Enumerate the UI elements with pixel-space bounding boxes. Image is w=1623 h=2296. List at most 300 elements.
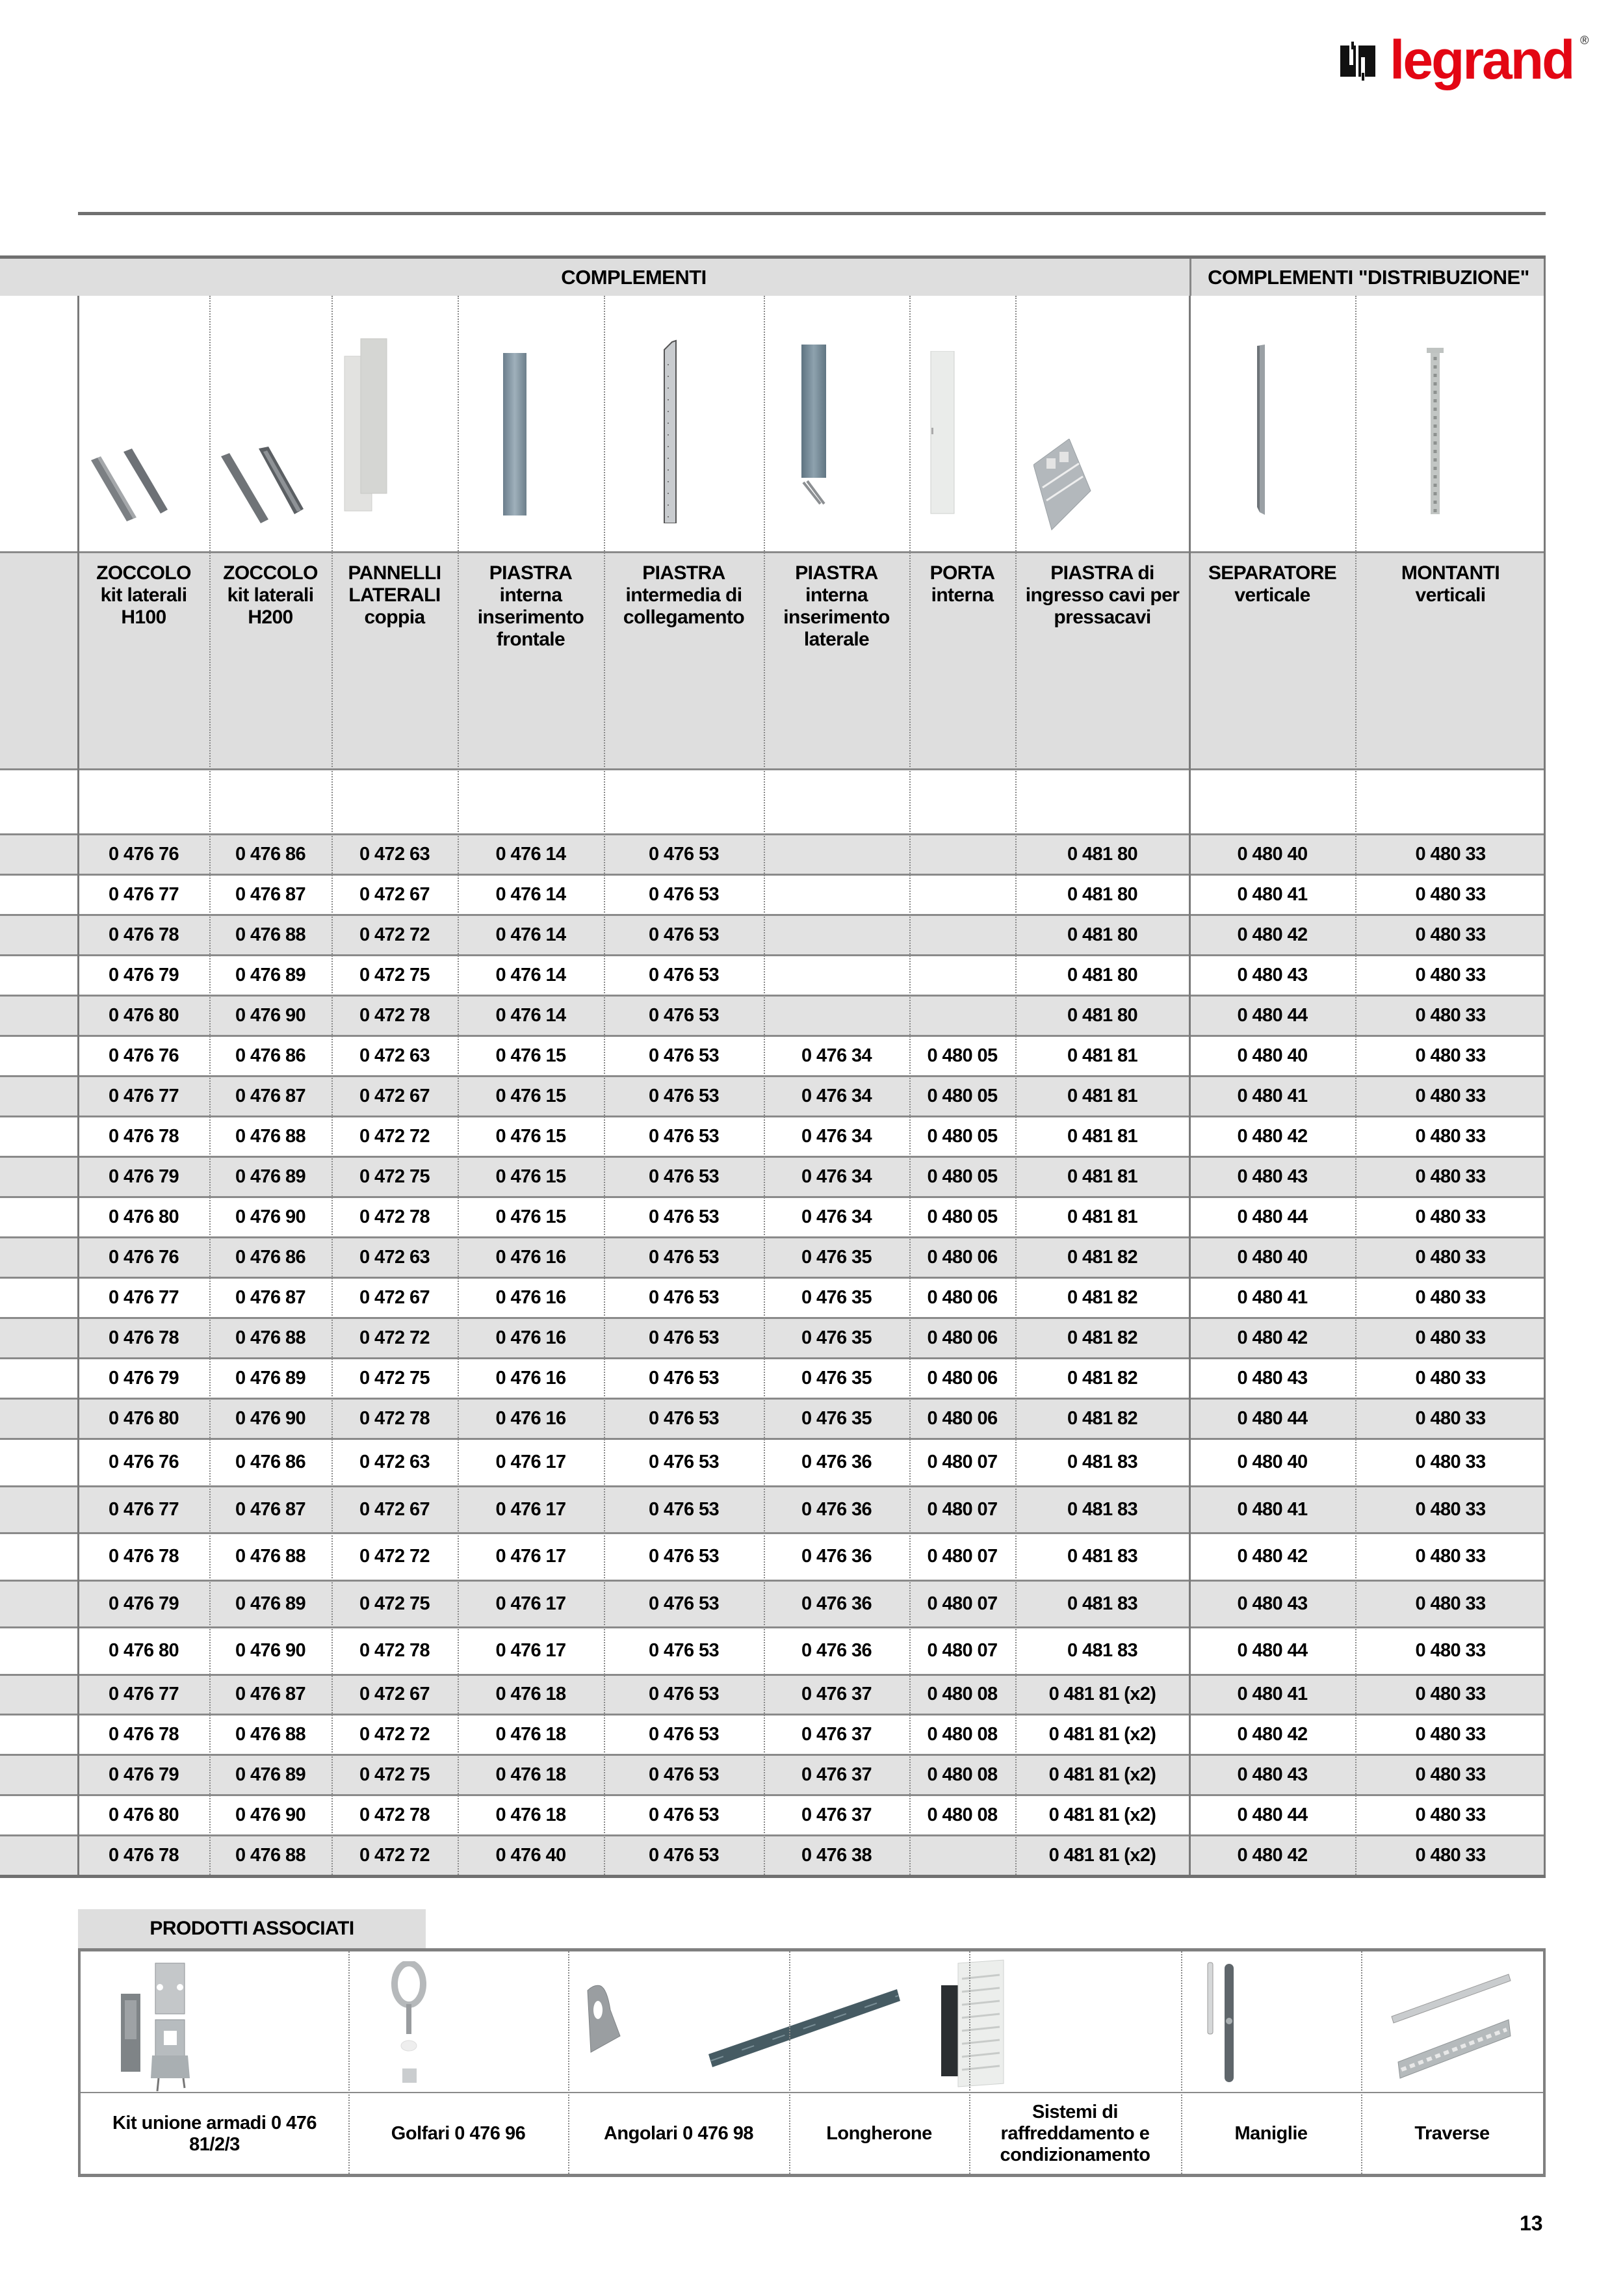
table-cell: 0 480 33: [1415, 1086, 1486, 1106]
table-cell: 0 480 33: [1415, 1247, 1486, 1268]
table-cell: 0 476 80: [108, 1408, 179, 1429]
table-cell: 0 476 17: [495, 1640, 566, 1662]
table-cell: 0 476 53: [648, 1005, 720, 1026]
table-row: [0, 1277, 1546, 1317]
column-divider-dotted: [209, 296, 211, 1875]
column-header-title: PIASTRA di: [1050, 562, 1154, 584]
table-cell: 0 481 82: [1067, 1247, 1138, 1268]
column-divider-dotted: [458, 296, 459, 1875]
table-cell: 0 472 67: [359, 1086, 430, 1106]
table-cell: 0 476 16: [495, 1247, 566, 1268]
table-cell: 0 480 44: [1237, 1005, 1308, 1026]
table-cell: 0 480 42: [1237, 1327, 1308, 1348]
table-cell: 0 476 53: [648, 1684, 720, 1704]
table-cell: 0 476 34: [801, 1045, 872, 1066]
zoccolo-h100-icon: [88, 449, 198, 527]
table-cell: 0 476 18: [495, 1723, 566, 1745]
table-cell: 0 476 53: [648, 1086, 720, 1106]
table-cell: 0 480 06: [927, 1368, 998, 1389]
table-cell: 0 480 41: [1237, 884, 1308, 905]
associated-item-label: Kit unione armadi 0 476 81/2/3: [112, 2112, 317, 2155]
table-cell: 0 480 41: [1237, 1684, 1308, 1704]
table-cell: 0 476 78: [108, 1126, 179, 1147]
connecting-plate-icon: [660, 338, 680, 523]
table-cell: 0 476 89: [235, 1593, 306, 1614]
table-cell: 0 476 86: [235, 1452, 306, 1473]
table-cell: 0 476 14: [495, 1005, 566, 1026]
table-cell: [909, 956, 1015, 995]
associated-item-label: Traverse: [1414, 2123, 1490, 2144]
header-rule: [78, 212, 1546, 215]
table-cell: 0 476 53: [648, 1640, 720, 1662]
column-header-subtitle: interna: [931, 584, 994, 606]
table-cell: 0 481 81 (x2): [1048, 1684, 1156, 1704]
table-cell: 0 476 15: [495, 1045, 566, 1066]
table-cell: 0 472 75: [359, 1368, 430, 1389]
table-cell: 0 476 18: [495, 1804, 566, 1825]
table-cell: 0 476 80: [108, 1207, 179, 1227]
table-cell: 0 476 35: [801, 1408, 872, 1429]
table-cell: [909, 876, 1015, 914]
table-cell: 0 481 81: [1067, 1126, 1138, 1147]
column-header-subtitle: verticali: [1415, 584, 1486, 606]
table-cell: 0 476 53: [648, 1045, 720, 1066]
table-cell: 0 476 36: [801, 1593, 872, 1614]
table-cell: 0 480 42: [1237, 924, 1308, 945]
table-cell: [909, 997, 1015, 1035]
column-header-row: [0, 551, 1546, 770]
table-row: [0, 1317, 1546, 1357]
group-header-row: [0, 259, 1546, 296]
table-cell: 0 476 53: [648, 924, 720, 945]
table-cell: 0 476 53: [648, 1804, 720, 1825]
table-cell: 0 480 43: [1237, 1764, 1308, 1785]
table-row: [0, 1532, 1546, 1580]
table-cell: 0 476 78: [108, 924, 179, 945]
table-cell: 0 480 42: [1237, 1546, 1308, 1567]
table-cell: 0 480 33: [1415, 1723, 1486, 1745]
associated-products-tab: PRODOTTI ASSOCIATI: [78, 1909, 426, 1948]
table-cell: 0 476 15: [495, 1207, 566, 1227]
table-row: [0, 914, 1546, 954]
table-cell: 0 480 41: [1237, 1287, 1308, 1308]
table-cell: 0 472 75: [359, 1166, 430, 1187]
table-cell: 0 472 67: [359, 1684, 430, 1704]
column-header-subtitle: verticale: [1234, 584, 1310, 606]
table-cell: 0 476 79: [108, 1764, 179, 1785]
table-cell: 0 480 33: [1415, 1287, 1486, 1308]
table-cell: 0 476 53: [648, 1498, 720, 1520]
table-cell: 0 476 53: [648, 1452, 720, 1473]
table-cell: 0 480 05: [927, 1086, 998, 1106]
column-header-subtitle: kit laterali H200: [227, 584, 314, 628]
table-cell: 0 476 89: [235, 1368, 306, 1389]
table-cell: 0 472 63: [359, 844, 430, 865]
table-cell: 0 481 81: [1067, 1086, 1138, 1106]
table-cell: 0 480 40: [1237, 844, 1308, 865]
table-cell: 0 476 78: [108, 1546, 179, 1567]
table-cell: 0 476 36: [801, 1640, 872, 1662]
associated-item-label: Sistemi di raffreddamento e condizionamento: [1000, 2102, 1150, 2165]
table-cell: 0 481 83: [1067, 1452, 1138, 1473]
table-cell: 0 476 79: [108, 1593, 179, 1614]
column-header: [764, 562, 909, 651]
table-cell: 0 480 44: [1237, 1408, 1308, 1429]
table-cell: 0 481 81 (x2): [1048, 1723, 1156, 1745]
column-header: [209, 562, 331, 629]
table-cell: 0 480 33: [1415, 1005, 1486, 1026]
table-cell: [764, 916, 909, 954]
table-row: [0, 1196, 1546, 1236]
table-cell: 0 476 15: [495, 1086, 566, 1106]
table-cell: 0 476 88: [235, 1844, 306, 1866]
table-cell: 0 476 80: [108, 1804, 179, 1825]
table-cell: [909, 835, 1015, 874]
table-cell: 0 476 37: [801, 1764, 872, 1785]
table-row: [0, 1156, 1546, 1196]
table-cell: 0 476 53: [648, 1287, 720, 1308]
associated-products-box: [78, 1948, 1546, 2177]
table-cell: 0 472 72: [359, 1546, 430, 1567]
cable-entry-plate-icon: [1033, 439, 1092, 533]
table-cell: 0 480 33: [1415, 1166, 1486, 1187]
table-cell: 0 476 17: [495, 1593, 566, 1614]
table-cell: 0 476 87: [235, 1086, 306, 1106]
table-cell: 0 480 33: [1415, 1764, 1486, 1785]
column-divider-dotted: [764, 296, 765, 1875]
table-cell: 0 476 17: [495, 1546, 566, 1567]
table-cell: 0 476 36: [801, 1452, 872, 1473]
table-cell: 0 472 75: [359, 1764, 430, 1785]
table-cell: 0 480 43: [1237, 1166, 1308, 1187]
table-row: [0, 1485, 1546, 1533]
table-row: [0, 1714, 1546, 1754]
table-cell: 0 476 90: [235, 1640, 306, 1662]
table-cell: 0 476 88: [235, 1327, 306, 1348]
table-cell: 0 481 81 (x2): [1048, 1844, 1156, 1866]
table-cell: 0 476 90: [235, 1005, 306, 1026]
table-cell: 0 480 33: [1415, 1593, 1486, 1614]
column-header-title: ZOCCOLO: [223, 562, 318, 584]
table-cell: 0 472 72: [359, 1126, 430, 1147]
table-row: [0, 874, 1546, 914]
table-cell: 0 476 88: [235, 1723, 306, 1745]
registered-mark: ®: [1580, 34, 1589, 47]
table-cell: 0 472 72: [359, 1327, 430, 1348]
table-cell: 0 476 88: [235, 1126, 306, 1147]
cooling-fan-icon: [940, 1959, 1018, 2089]
table-cell: 0 476 53: [648, 844, 720, 865]
table-cell: 0 476 79: [108, 965, 179, 985]
table-cell: 0 476 40: [495, 1844, 566, 1866]
column-divider-solid: [1544, 259, 1546, 1875]
group-header-distribuzione: COMPLEMENTI "DISTRIBUZIONE": [1189, 259, 1546, 296]
table-cell: 0 476 53: [648, 1368, 720, 1389]
table-cell: 0 476 35: [801, 1327, 872, 1348]
table-cell: 0 480 33: [1415, 884, 1486, 905]
associated-item-label: Angolari 0 476 98: [603, 2123, 754, 2144]
table-cell: 0 476 88: [235, 1546, 306, 1567]
table-cell: 0 476 34: [801, 1086, 872, 1106]
table-cell: 0 476 17: [495, 1498, 566, 1520]
table-cell: 0 481 80: [1067, 844, 1138, 865]
cabinet-joining-kit-icon: [107, 1958, 211, 2091]
table-row: [0, 1794, 1546, 1834]
table-cell: 0 476 34: [801, 1126, 872, 1147]
table-row: [0, 1035, 1546, 1075]
table-cell: 0 472 63: [359, 1452, 430, 1473]
table-cell: 0 480 43: [1237, 1368, 1308, 1389]
table-cell: [909, 916, 1015, 954]
table-cell: 0 476 37: [801, 1723, 872, 1745]
legrand-mark-icon: [1340, 42, 1377, 81]
associated-divider: [1181, 1951, 1182, 2174]
column-header-title: MONTANTI: [1401, 562, 1500, 584]
table-row: [0, 1357, 1546, 1398]
table-cell: 0 481 82: [1067, 1408, 1138, 1429]
table-cell: 0 472 63: [359, 1247, 430, 1268]
table-cell: 0 476 53: [648, 1593, 720, 1614]
column-divider-dotted: [604, 296, 605, 1875]
table-cell: 0 472 75: [359, 965, 430, 985]
table-cell: 0 480 05: [927, 1166, 998, 1187]
vertical-separator-icon: [1256, 345, 1269, 517]
table-cell: 0 481 82: [1067, 1287, 1138, 1308]
table-cell: 0 480 43: [1237, 1593, 1308, 1614]
table-cell: 0 480 44: [1237, 1640, 1308, 1662]
table-row: [0, 1580, 1546, 1627]
table-cell: 0 476 78: [108, 1327, 179, 1348]
table-cell: 0 481 81 (x2): [1048, 1764, 1156, 1785]
table-cell: 0 480 33: [1415, 844, 1486, 865]
table-cell: 0 476 16: [495, 1287, 566, 1308]
table-cell: 0 476 53: [648, 1327, 720, 1348]
table-cell: 0 480 33: [1415, 965, 1486, 985]
table-cell: 0 476 76: [108, 1247, 179, 1268]
table-cell: 0 476 53: [648, 884, 720, 905]
table-row: [0, 1236, 1546, 1277]
table-row: [0, 833, 1546, 874]
table-cell: 0 481 80: [1067, 924, 1138, 945]
table-cell: 0 476 77: [108, 1684, 179, 1704]
table-cell: 0 476 90: [235, 1207, 306, 1227]
column-header-title: PORTA: [929, 562, 995, 584]
table-cell: 0 476 87: [235, 884, 306, 905]
associated-divider: [568, 1951, 569, 2174]
associated-divider: [789, 1951, 790, 2174]
column-header-subtitle: kit laterali H100: [100, 584, 187, 628]
column-header-subtitle: coppia: [364, 607, 425, 628]
table-cell: 0 476 16: [495, 1408, 566, 1429]
table-cell: 0 481 80: [1067, 1005, 1138, 1026]
table-cell: 0 480 41: [1237, 1086, 1308, 1106]
table-cell: 0 476 78: [108, 1723, 179, 1745]
table-cell: 0 481 83: [1067, 1640, 1138, 1662]
table-cell: 0 476 16: [495, 1368, 566, 1389]
table-cell: 0 480 41: [1237, 1498, 1308, 1520]
table-cell: 0 480 40: [1237, 1045, 1308, 1066]
table-cell: 0 476 53: [648, 1844, 720, 1866]
table-cell: 0 472 78: [359, 1207, 430, 1227]
table-cell: 0 480 33: [1415, 1368, 1486, 1389]
table-cell: 0 480 06: [927, 1287, 998, 1308]
table-cell: 0 480 43: [1237, 965, 1308, 985]
table-cell: 0 480 07: [927, 1498, 998, 1520]
table-cell: 0 476 87: [235, 1684, 306, 1704]
table-cell: 0 480 42: [1237, 1126, 1308, 1147]
table-cell: 0 480 33: [1415, 1804, 1486, 1825]
table-cell: 0 472 63: [359, 1045, 430, 1066]
table-cell: 0 472 67: [359, 1287, 430, 1308]
table-cell: 0 476 53: [648, 1723, 720, 1745]
column-header-title: SEPARATORE: [1208, 562, 1337, 584]
associated-image-row: [81, 1951, 1543, 2093]
table-row: [0, 1754, 1546, 1794]
table-cell: 0 476 14: [495, 924, 566, 945]
table-row: [0, 1075, 1546, 1115]
table-cell: 0 481 82: [1067, 1368, 1138, 1389]
table-cell: 0 480 42: [1237, 1723, 1308, 1745]
table-cell: 0 481 80: [1067, 965, 1138, 985]
table-cell: 0 476 18: [495, 1684, 566, 1704]
table-row: [0, 1438, 1546, 1485]
column-header-title: PANNELLI LATERALI: [348, 562, 441, 606]
table-cell: 0 472 72: [359, 1844, 430, 1866]
table-cell: 0 480 06: [927, 1247, 998, 1268]
table-cell: 0 481 81 (x2): [1048, 1804, 1156, 1825]
table-cell: 0 472 72: [359, 924, 430, 945]
table-cell: 0 476 53: [648, 1408, 720, 1429]
table-cell: 0 472 78: [359, 1408, 430, 1429]
table-cell: 0 476 14: [495, 965, 566, 985]
table-cell: 0 472 75: [359, 1593, 430, 1614]
table-cell: 0 476 80: [108, 1640, 179, 1662]
column-header-title: ZOCCOLO: [96, 562, 191, 584]
table-cell: 0 480 08: [927, 1764, 998, 1785]
table-cell: 0 476 87: [235, 1287, 306, 1308]
associated-item-label: Longherone: [826, 2123, 932, 2144]
table-cell: 0 476 76: [108, 1452, 179, 1473]
table-cell: 0 476 79: [108, 1368, 179, 1389]
table-cell: 0 476 79: [108, 1166, 179, 1187]
table-cell: 0 472 72: [359, 1723, 430, 1745]
column-divider-dotted: [331, 296, 333, 1875]
table-cell: 0 476 76: [108, 844, 179, 865]
table-cell: 0 476 77: [108, 1086, 179, 1106]
table-cell: 0 476 90: [235, 1408, 306, 1429]
table-cell: 0 476 17: [495, 1452, 566, 1473]
column-divider-dotted: [909, 296, 911, 1875]
column-header-title: PIASTRA: [642, 562, 725, 584]
table-cell: 0 480 05: [927, 1045, 998, 1066]
table-cell: 0 480 33: [1415, 1640, 1486, 1662]
blank-row: [0, 770, 1546, 833]
table-cell: 0 481 82: [1067, 1327, 1138, 1348]
legrand-logo: [1340, 29, 1589, 90]
column-header: [78, 562, 209, 629]
table-cell: 0 480 07: [927, 1546, 998, 1567]
table-cell: 0 480 33: [1415, 1452, 1486, 1473]
crossbar-icon: [1388, 1971, 1512, 2081]
table-cell: 0 476 89: [235, 1166, 306, 1187]
table-cell: 0 476 78: [108, 1844, 179, 1866]
table-cell: 0 480 44: [1237, 1207, 1308, 1227]
inner-door-icon: [929, 351, 955, 515]
table-cell: 0 476 77: [108, 1287, 179, 1308]
column-header: [1189, 562, 1355, 607]
page-number: 13: [1520, 2211, 1543, 2235]
column-header: [909, 562, 1015, 607]
table-cell: 0 480 08: [927, 1804, 998, 1825]
table-cell: [909, 1836, 1015, 1875]
table-cell: 0 481 83: [1067, 1546, 1138, 1567]
table-cell: 0 480 07: [927, 1452, 998, 1473]
side-panels-icon: [341, 337, 452, 512]
table-cell: 0 480 40: [1237, 1247, 1308, 1268]
column-divider-dotted: [1355, 296, 1357, 1875]
table-cell: 0 480 33: [1415, 1327, 1486, 1348]
column-divider-solid: [77, 296, 79, 1875]
column-header: [1015, 562, 1189, 629]
longitudinal-rail-icon: [708, 1989, 903, 2070]
table-cell: 0 480 40: [1237, 1452, 1308, 1473]
brand-name: legrand: [1390, 29, 1574, 90]
table-row: [0, 1674, 1546, 1714]
product-image-row: [0, 296, 1546, 551]
table-cell: 0 480 33: [1415, 1844, 1486, 1866]
table-cell: 0 476 53: [648, 1126, 720, 1147]
table-cell: 0 476 35: [801, 1247, 872, 1268]
column-header: [1355, 562, 1546, 607]
table-cell: 0 476 86: [235, 844, 306, 865]
table-row: [0, 995, 1546, 1035]
column-header: [458, 562, 604, 651]
table-cell: [764, 956, 909, 995]
table-cell: 0 476 53: [648, 1247, 720, 1268]
table-cell: 0 481 83: [1067, 1498, 1138, 1520]
table-cell: 0 481 81: [1067, 1045, 1138, 1066]
table-cell: 0 480 06: [927, 1327, 998, 1348]
table-cell: 0 476 15: [495, 1126, 566, 1147]
table-cell: 0 481 83: [1067, 1593, 1138, 1614]
table-cell: 0 476 53: [648, 1546, 720, 1567]
column-header-subtitle: interna inserimento laterale: [783, 584, 890, 650]
table-cell: [764, 876, 909, 914]
table-cell: 0 480 33: [1415, 924, 1486, 945]
associated-divider: [348, 1951, 350, 2174]
zoccolo-h200-icon: [218, 447, 328, 528]
table-cell: 0 476 89: [235, 965, 306, 985]
table-cell: 0 476 86: [235, 1247, 306, 1268]
column-header-title: PIASTRA: [795, 562, 878, 584]
associated-item-label: Maniglie: [1234, 2123, 1308, 2144]
table-row: [0, 1834, 1546, 1875]
table-cell: 0 476 90: [235, 1804, 306, 1825]
eyebolt-icon: [389, 1961, 428, 2088]
table-cell: 0 480 33: [1415, 1045, 1486, 1066]
table-cell: 0 476 34: [801, 1207, 872, 1227]
side-plate-icon: [799, 345, 829, 523]
table-cell: 0 476 86: [235, 1045, 306, 1066]
table-cell: 0 480 33: [1415, 1408, 1486, 1429]
column-header-subtitle: ingresso cavi per pressacavi: [1025, 584, 1180, 628]
table-cell: 0 476 38: [801, 1844, 872, 1866]
table-cell: 0 480 33: [1415, 1207, 1486, 1227]
table-cell: 0 481 81: [1067, 1207, 1138, 1227]
table-cell: 0 476 87: [235, 1498, 306, 1520]
table-cell: 0 476 15: [495, 1166, 566, 1187]
column-header-title: PIASTRA: [489, 562, 573, 584]
